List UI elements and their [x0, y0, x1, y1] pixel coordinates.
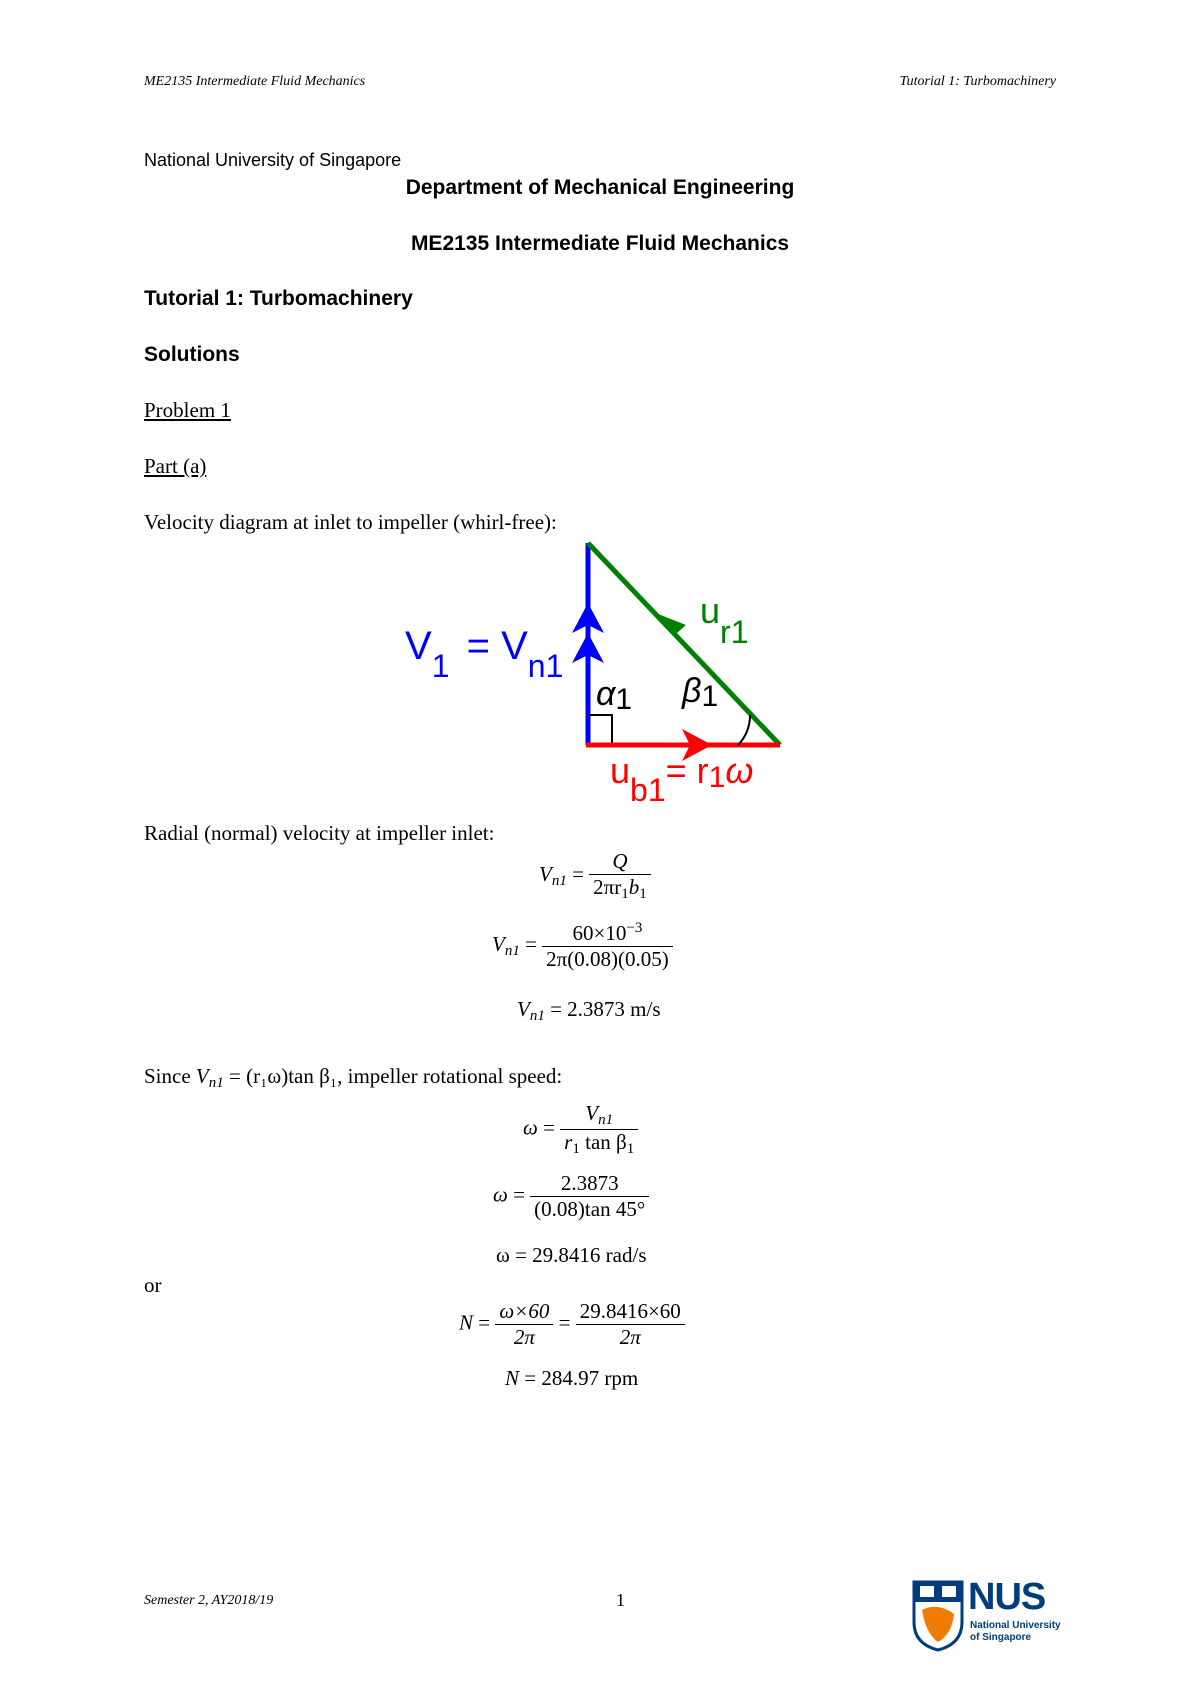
- department-title: Department of Mechanical Engineering: [405, 176, 795, 199]
- tutorial-title: Tutorial 1: Turbomachinery: [144, 287, 413, 310]
- problem-heading: Problem 1: [144, 398, 231, 422]
- course-title: ME2135 Intermediate Fluid Mechanics: [410, 232, 790, 255]
- radial-velocity-caption: Radial (normal) velocity at impeller inlet:: [144, 821, 495, 845]
- page-number: 1: [616, 1590, 625, 1610]
- or-text: or: [144, 1273, 162, 1297]
- nus-crest-icon: [912, 1580, 964, 1652]
- alpha1-label: $\alpha_1$: [596, 675, 633, 716]
- omega-result-equation: ω = 29.8416 rad/s: [496, 1243, 647, 1267]
- ur1-label: $u_{r1}$: [700, 590, 749, 650]
- since-statement: Since $V_{n1} = (r_1\omega)\tan$ β₁, impeller rotational speed:: [144, 1064, 563, 1091]
- beta-angle-arc: [738, 715, 750, 745]
- solutions-heading: Solutions: [144, 343, 240, 366]
- ub1-equals-r1-omega-label: $u_{b1}= r_1\omega$: [610, 750, 754, 808]
- nus-logo-text: NUS: [968, 1576, 1046, 1618]
- part-heading: Part (a): [144, 454, 207, 478]
- nus-logo-subtitle: National University of Singapore: [970, 1620, 1061, 1643]
- vn1-numeric-equation: $V_{n1}$ = $\frac{60\times 10^{-3}}{2\pi(0.08)(0.05)}$: [492, 920, 673, 972]
- header-course: ME2135 Intermediate Fluid Mechanics: [144, 74, 366, 89]
- university-name: National University of Singapore: [144, 150, 402, 170]
- nus-logo: [912, 1576, 1062, 1655]
- rpm-formula-equation: N = $\frac{\omega\times 60}{2\pi}$ = $\frac{29.8416\times 60}{2\pi}$: [459, 1299, 685, 1350]
- footer-semester: Semester 2, AY2018/19: [144, 1593, 274, 1608]
- header-tutorial: Tutorial 1: Turbomachinery: [899, 74, 1056, 89]
- diagram-caption: Velocity diagram at inlet to impeller (whirl-free):: [144, 510, 557, 534]
- omega-numeric-equation: ω = $\frac{2.3873}{(0.08)\tan 45^\circ}$: [493, 1171, 649, 1222]
- beta1-label: $\beta_1$: [682, 672, 719, 713]
- vn1-result-equation: $V_{n1} = 2.3873$ m/s: [517, 997, 661, 1024]
- right-angle-mark: [588, 715, 612, 745]
- vn1-formula-equation: $V_{n1}$ = $\frac{Q}{2\pi r_1b_1}$: [539, 849, 651, 903]
- omega-formula-equation: ω = $\frac{V_{n1}}{r_1 \tan \beta_1}$: [523, 1101, 638, 1158]
- v1-equals-vn1-label: $V_1 = V_{n1}$: [405, 624, 564, 684]
- rpm-result-equation: N = 284.97 rpm: [505, 1366, 639, 1390]
